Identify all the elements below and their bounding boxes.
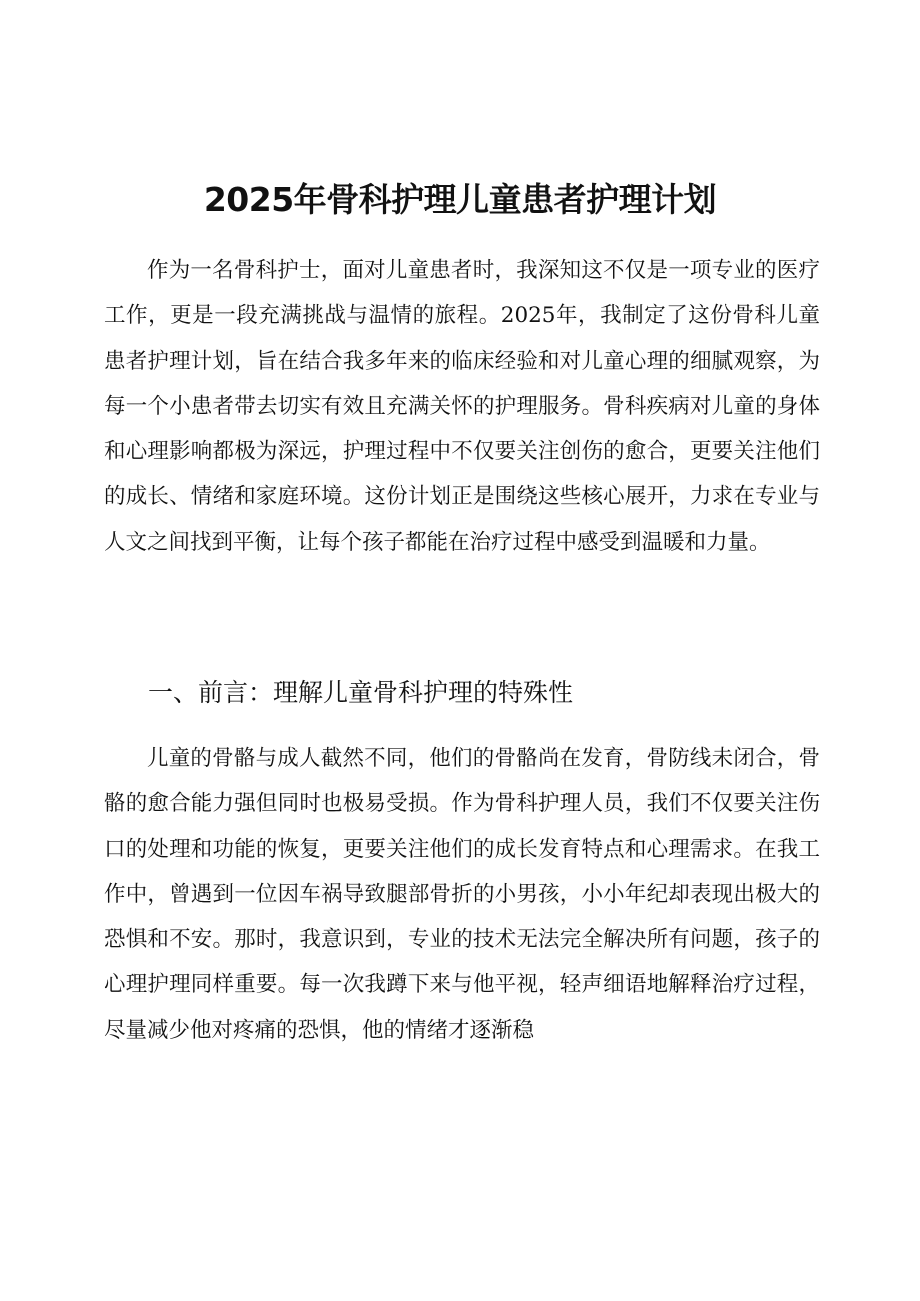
intro-paragraph: 作为一名骨科护士，面对儿童患者时，我深知这不仅是一项专业的医疗工作，更是一段充满挑战与温情的旅程。2025年，我制定了这份骨科儿童患者护理计划，旨在结合我多年来的临床经验和对儿童心理的细腻观察，为每一个小患者带去切实有效且充满关怀的护理服务。骨科疾病对儿童的身体和心理影响都极为深远，护理过程中不仅要关注创伤的愈合，更要关注他们的成长、情绪和家庭环境。这份计划正是围绕这些核心展开，力求在专业与人文之间找到平衡，让每个孩子都能在治疗过程中感受到温暖和力量。 bbox=[104, 258, 820, 555]
document-title: 2025年骨科护理儿童患者护理计划 bbox=[203, 180, 717, 219]
section-heading-preface: 一、前言：理解儿童骨科护理的特殊性 bbox=[148, 678, 574, 707]
section-paragraph-preface: 儿童的骨骼与成人截然不同，他们的骨骼尚在发育，骨防线未闭合，骨骼的愈合能力强但同时也极易受损。作为骨科护理人员，我们不仅要关注伤口的处理和功能的恢复，更要关注他们的成长发育特点和心理需求。在我工作中，曾遇到一位因车祸导致腿部骨折的小男孩，小小年纪却表现出极大的恐惧和不安。那时，我意识到，专业的技术无法完全解决所有问题，孩子的心理护理同样重要。每一次我蹲下来与他平视，轻声细语地解释治疗过程，尽量减少他对疼痛的恐惧，他的情绪才逐渐稳 bbox=[104, 746, 820, 1043]
